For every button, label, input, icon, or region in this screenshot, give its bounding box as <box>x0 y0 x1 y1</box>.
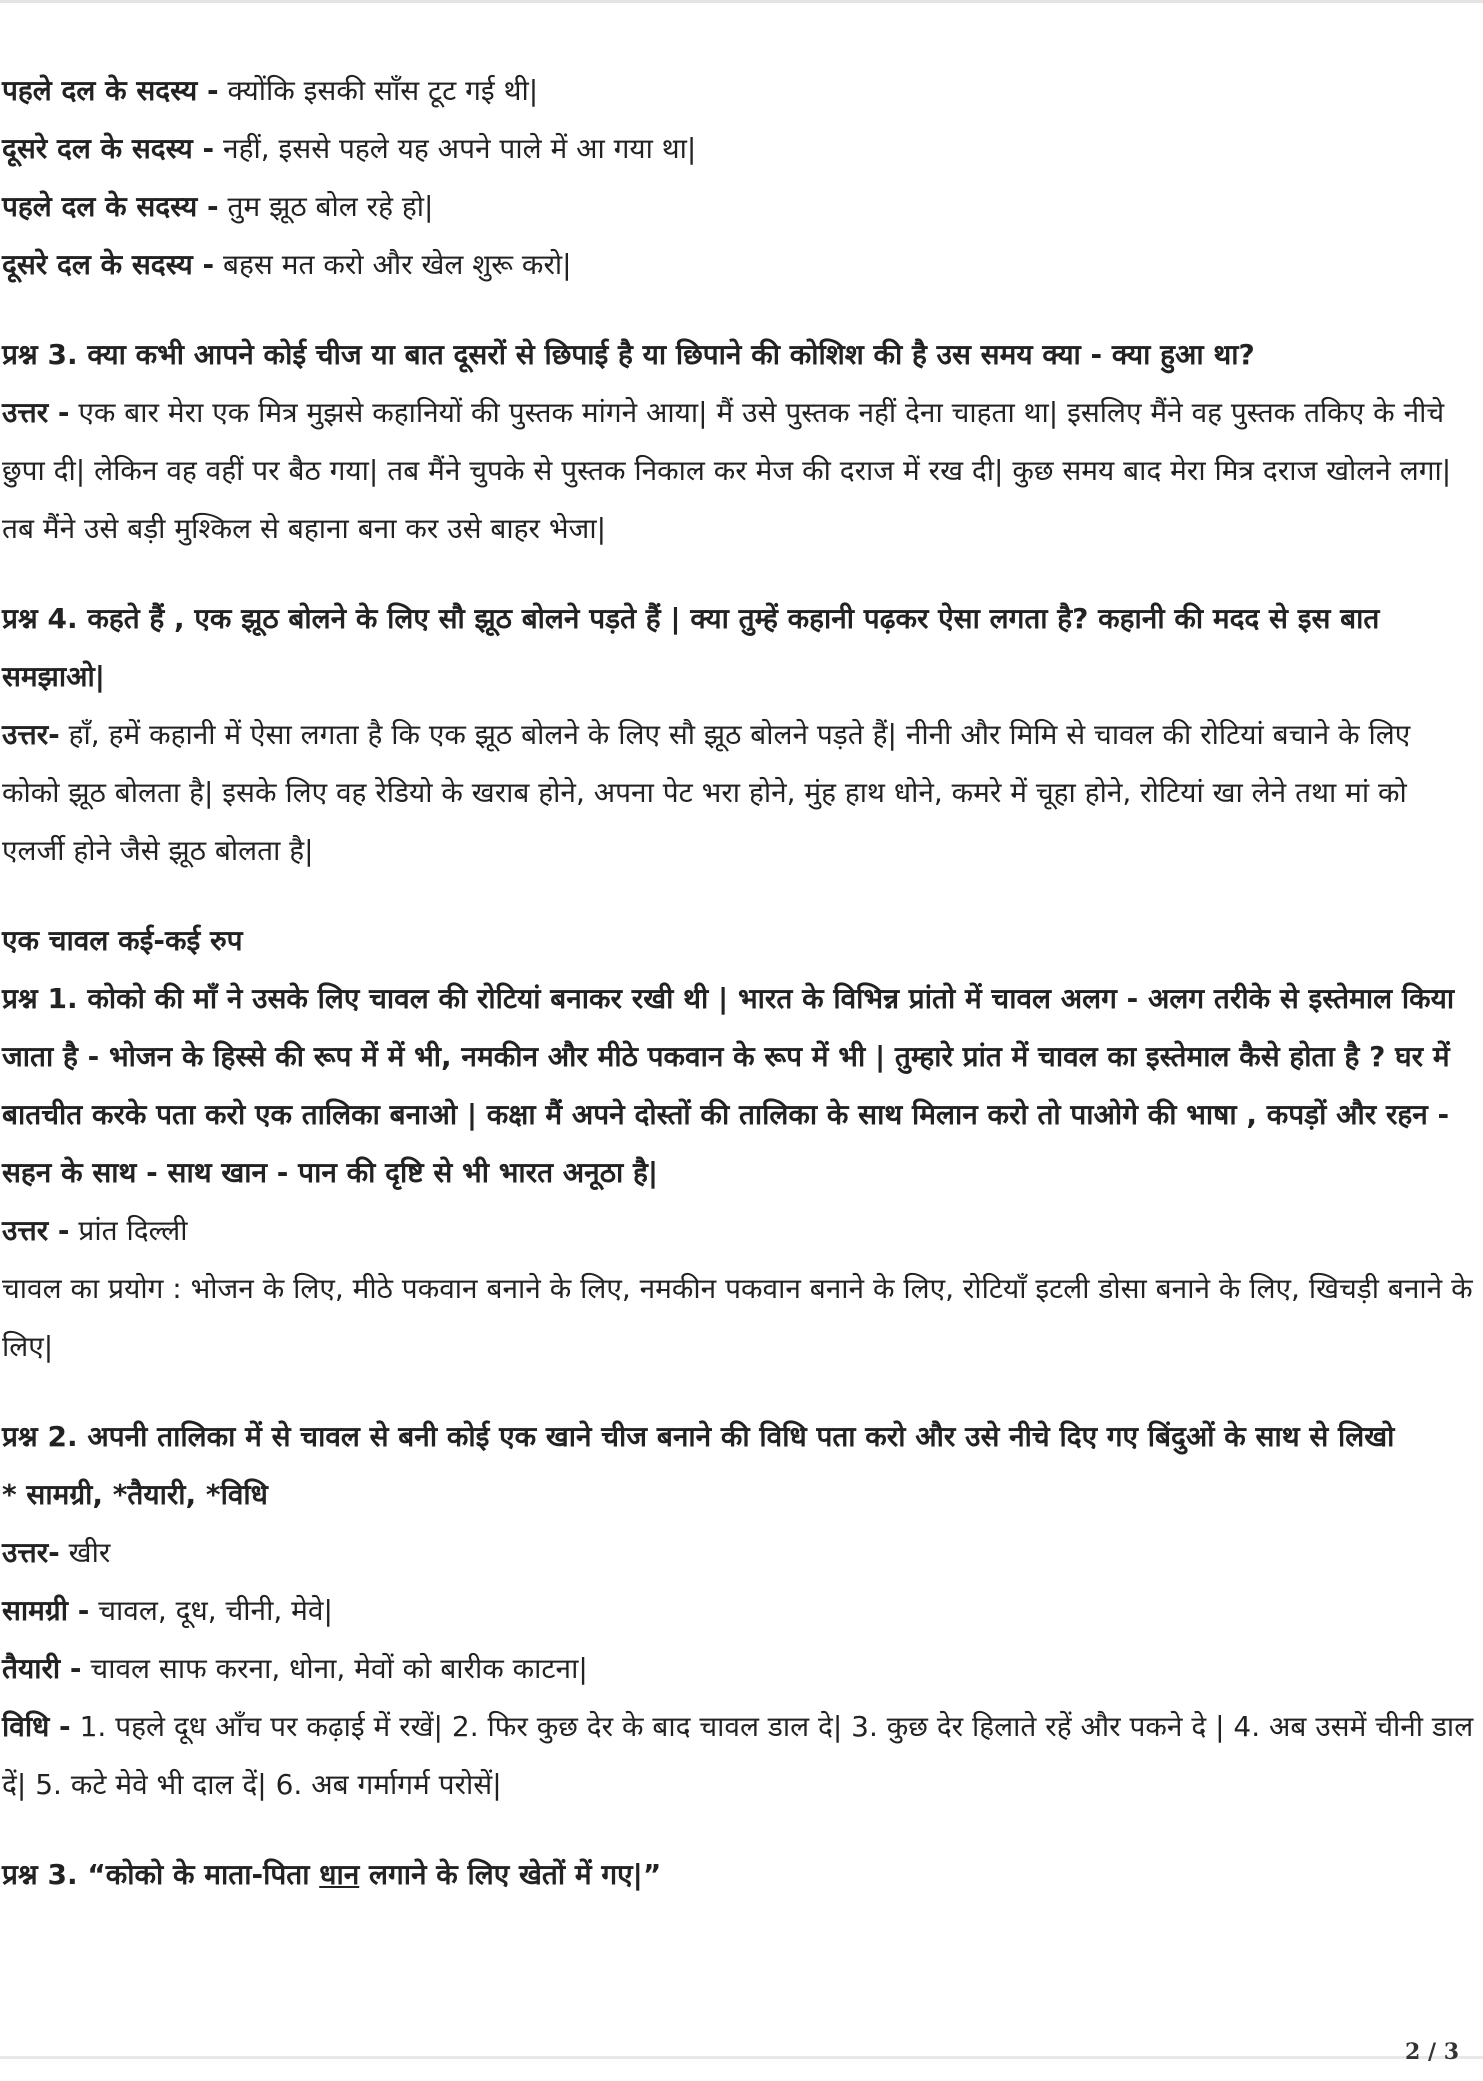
dialogue-line <box>2 236 1474 294</box>
section-block <box>2 912 1474 1376</box>
ingredients-text: चावल, दूध, चीनी, मेवे| <box>89 1594 333 1627</box>
document-page <box>2 62 1474 1904</box>
page-number: 2 / 3 <box>1405 2039 1459 2065</box>
question-text: प्रश्न 2. अपनी तालिका में से चावल से बनी कोई एक खाने चीज बनाने की विधि पता करो और उसे नीचे दिए गए बिंदुओं के साथ से लिखो <box>2 1420 1395 1453</box>
answer-label: उत्तर- <box>2 1536 60 1569</box>
question-3-block <box>2 326 1474 558</box>
method-text: 1. पहले दूध आँच पर कढ़ाई में रखें| 2. फिर कुछ देर के बाद चावल डाल दे| 3. कुछ देर हिलाते रहें और पकने दे | 4. अब उसमें चीनी डाल दें| 5. कटे मेवे भी दाल दें| 6. अब गर्मागर्म परोसें| <box>2 1710 1474 1801</box>
rice-usage-text: चावल का प्रयोग : भोजन के लिए, मीठे पकवान बनाने के लिए, नमकीन पकवान बनाने के लिए, रोटियाँ इटली डोसा बनाने के लिए, खिचड़ी बनाने के लिए| <box>2 1272 1473 1363</box>
question-text <box>2 1858 661 1891</box>
top-divider <box>0 0 1483 3</box>
question-text: प्रश्न 4. कहते हैं , एक झूठ बोलने के लिए सौ झूठ बोलने पड़ते हैं | क्या तुम्हें कहानी पढ़कर ऐसा लगता है? कहानी की मदद से इस बात समझाओ| <box>2 602 1380 693</box>
points-list: * सामग्री, *तैयारी, *विधि <box>2 1478 268 1511</box>
dialogue-line <box>2 120 1474 178</box>
speaker-label: दूसरे दल के सदस्य - <box>2 248 215 281</box>
question-text: प्रश्न 1. कोको की माँ ने उसके लिए चावल की रोटियां बनाकर रखी थी | भारत के विभिन्न प्रांतो में चावल अलग - अलग तरीके से इस्तेमाल किया जाता है - भोजन के हिस्से की रूप में में भी, नमकीन और मीठे पकवान के रूप में भी | तुम्हारे प्रांत में चावल का इस्तेमाल कैसे होता है ? घर में बातचीत करके पता करो एक तालिका बनाओ | कक्षा मैं अपने दोस्तों की तालिका के साथ मिलान करो तो पाओगे की भाषा , कपड़ों और रहन - सहन के साथ - साथ खान - पान की दृष्टि से भी भारत अनूठा है| <box>2 982 1455 1189</box>
speaker-label: पहले दल के सदस्य - <box>2 74 219 107</box>
question-4-block <box>2 590 1474 880</box>
answer-label: उत्तर - <box>2 1214 70 1247</box>
speaker-label: पहले दल के सदस्य - <box>2 190 219 223</box>
question-text: प्रश्न 3. क्या कभी आपने कोई चीज या बात दूसरों से छिपाई है या छिपाने की कोशिश की है उस समय क्या - क्या हुआ था? <box>2 338 1255 371</box>
answer-label: उत्तर - <box>2 396 70 429</box>
question-prefix: प्रश्न 3. “कोको के माता-पिता <box>2 1858 320 1891</box>
question-suffix: लगाने के लिए खेतों में गए|” <box>359 1858 662 1891</box>
answer-text: खीर <box>59 1536 111 1569</box>
method-label: विधि - <box>2 1710 71 1743</box>
dialogue-line <box>2 178 1474 236</box>
prep-label: तैयारी - <box>2 1652 82 1685</box>
answer-text: प्रांत दिल्ली <box>69 1214 188 1247</box>
dialogue-text: बहस मत करो और खेल शुरू करो| <box>214 248 572 281</box>
ingredients-label: सामग्री - <box>2 1594 90 1627</box>
answer-text: एक बार मेरा एक मित्र मुझसे कहानियों की पुस्तक मांगने आया| मैं उसे पुस्तक नहीं देना चाहता था| इसलिए मैंने वह पुस्तक तकिए के नीचे छुपा दी| लेकिन वह वहीं पर बैठ गया| तब मैंने चुपके से पुस्तक निकाल कर मेज की दराज में रख दी| कुछ समय बाद मेरा मित्र दराज खोलने लगा| तब मैंने उसे बड़ी मुश्किल से बहाना बना कर उसे बाहर भेजा| <box>2 396 1452 545</box>
section-question-2-block <box>2 1408 1474 1814</box>
section-title: एक चावल कई-कई रुप <box>2 924 243 957</box>
answer-label: उत्तर- <box>2 718 60 751</box>
dialogue-text: नहीं, इससे पहले यह अपने पाले में आ गया था| <box>214 132 697 165</box>
dialogue-text: क्योंकि इसकी साँस टूट गई थी| <box>218 74 539 107</box>
dialogue-block <box>2 62 1474 294</box>
prep-text: चावल साफ करना, धोना, मेवों को बारीक काटना| <box>81 1652 588 1685</box>
speaker-label: दूसरे दल के सदस्य - <box>2 132 215 165</box>
underlined-word: धान <box>319 1858 360 1891</box>
section-question-3-block <box>2 1846 1474 1904</box>
answer-text: हाँ, हमें कहानी में ऐसा लगता है कि एक झूठ बोलने के लिए सौ झूठ बोलने पड़ते हैं| नीनी और मिमि से चावल की रोटियां बचाने के लिए कोको झूठ बोलता है| इसके लिए वह रेडियो के खराब होने, अपना पेट भरा होने, मुंह हाथ धोने, कमरे में चूहा होने, रोटियां खा लेने तथा मां को एलर्जी होने जैसे झूठ बोलता है| <box>2 718 1411 867</box>
dialogue-text: तुम झूठ बोल रहे हो| <box>218 190 434 223</box>
dialogue-line <box>2 62 1474 120</box>
bottom-divider <box>0 2056 1483 2059</box>
